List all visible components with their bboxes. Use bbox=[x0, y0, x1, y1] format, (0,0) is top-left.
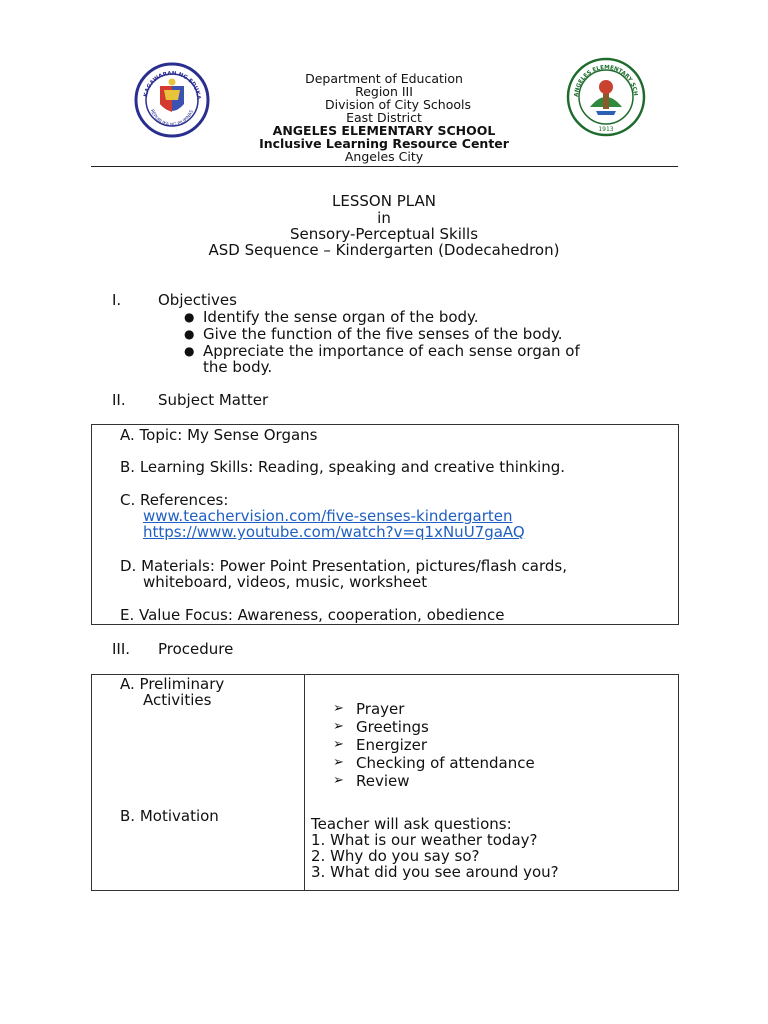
school-seal-year: 1913 bbox=[598, 126, 614, 133]
seal-text-bottom: REPUBLIKA NG PILIPINAS bbox=[148, 108, 195, 129]
materials-line-continuation: whiteboard, videos, music, worksheet bbox=[143, 573, 428, 591]
value-focus-line: E. Value Focus: Awareness, cooperation, obedience bbox=[120, 606, 505, 624]
school-seal-text: ANGELES ELEMENTARY SCH bbox=[573, 64, 639, 98]
motivation-question: 2. Why do you say so? bbox=[311, 847, 480, 865]
procedure-table bbox=[91, 674, 679, 891]
section-numeral-objectives: I. bbox=[112, 291, 122, 309]
preliminary-item: Greetings bbox=[356, 718, 429, 736]
title-subject: Sensory-Perceptual Skills bbox=[289, 225, 479, 243]
title-in: in bbox=[377, 209, 391, 227]
bullet-icon: ● bbox=[184, 310, 195, 324]
preliminary-item: Review bbox=[356, 772, 410, 790]
procedure-column-divider bbox=[304, 675, 305, 890]
seal-text-top: KAGAWARAN NG EDUKA bbox=[143, 70, 202, 100]
arrow-bullet-icon: ➢ bbox=[333, 755, 344, 770]
objective-item: Give the function of the five senses of the body. bbox=[203, 325, 563, 343]
objective-item: Identify the sense organ of the body. bbox=[203, 308, 479, 326]
header-division: Division of City Schools bbox=[324, 97, 471, 112]
arrow-bullet-icon: ➢ bbox=[333, 719, 344, 734]
preliminary-item: Checking of attendance bbox=[356, 754, 535, 772]
header-department: Department of Education bbox=[305, 71, 463, 86]
references-label: C. References: bbox=[120, 491, 229, 509]
arrow-bullet-icon: ➢ bbox=[333, 737, 344, 752]
section-numeral-subject-matter: II. bbox=[112, 391, 126, 409]
header-city: Angeles City bbox=[344, 149, 424, 164]
preliminary-item: Prayer bbox=[356, 700, 405, 718]
header-school-name: ANGELES ELEMENTARY SCHOOL bbox=[272, 123, 496, 138]
section-heading-objectives: Objectives bbox=[158, 291, 237, 309]
learning-skills-line: B. Learning Skills: Reading, speaking and creative thinking. bbox=[120, 458, 566, 476]
motivation-question: 1. What is our weather today? bbox=[311, 831, 538, 849]
reference-link-youtube[interactable]: https://www.youtube.com/watch?v=q1xNuU7gaAQ bbox=[143, 523, 525, 541]
bullet-icon: ● bbox=[184, 344, 195, 358]
header-divider bbox=[91, 166, 678, 167]
header-region: Region III bbox=[355, 84, 413, 99]
motivation-question: 3. What did you see around you? bbox=[311, 863, 559, 881]
reference-link-teachervision[interactable]: www.teachervision.com/five-senses-kindergarten bbox=[143, 507, 513, 525]
objective-item-continuation: the body. bbox=[203, 358, 273, 376]
section-numeral-procedure: III. bbox=[112, 640, 131, 658]
header-center: Inclusive Learning Resource Center bbox=[259, 136, 509, 151]
materials-line: D. Materials: Power Point Presentation, pictures/flash cards, bbox=[120, 557, 567, 575]
arrow-bullet-icon: ➢ bbox=[333, 701, 344, 716]
preliminary-label-continuation: Activities bbox=[143, 691, 212, 709]
title-sequence: ASD Sequence – Kindergarten (Dodecahedron) bbox=[208, 241, 560, 259]
topic-line: A. Topic: My Sense Organs bbox=[120, 426, 318, 444]
header-district: East District bbox=[346, 110, 422, 125]
motivation-intro: Teacher will ask questions: bbox=[311, 815, 512, 833]
preliminary-item: Energizer bbox=[356, 736, 428, 754]
subject-matter-box bbox=[91, 424, 679, 625]
bullet-icon: ● bbox=[184, 327, 195, 341]
preliminary-label: A. Preliminary bbox=[120, 675, 225, 693]
motivation-label: B. Motivation bbox=[120, 807, 219, 825]
objective-item: Appreciate the importance of each sense organ of bbox=[203, 342, 580, 360]
section-heading-procedure: Procedure bbox=[158, 640, 234, 658]
arrow-bullet-icon: ➢ bbox=[333, 773, 344, 788]
title-lesson-plan: LESSON PLAN bbox=[332, 192, 436, 210]
section-heading-subject-matter: Subject Matter bbox=[158, 391, 269, 409]
